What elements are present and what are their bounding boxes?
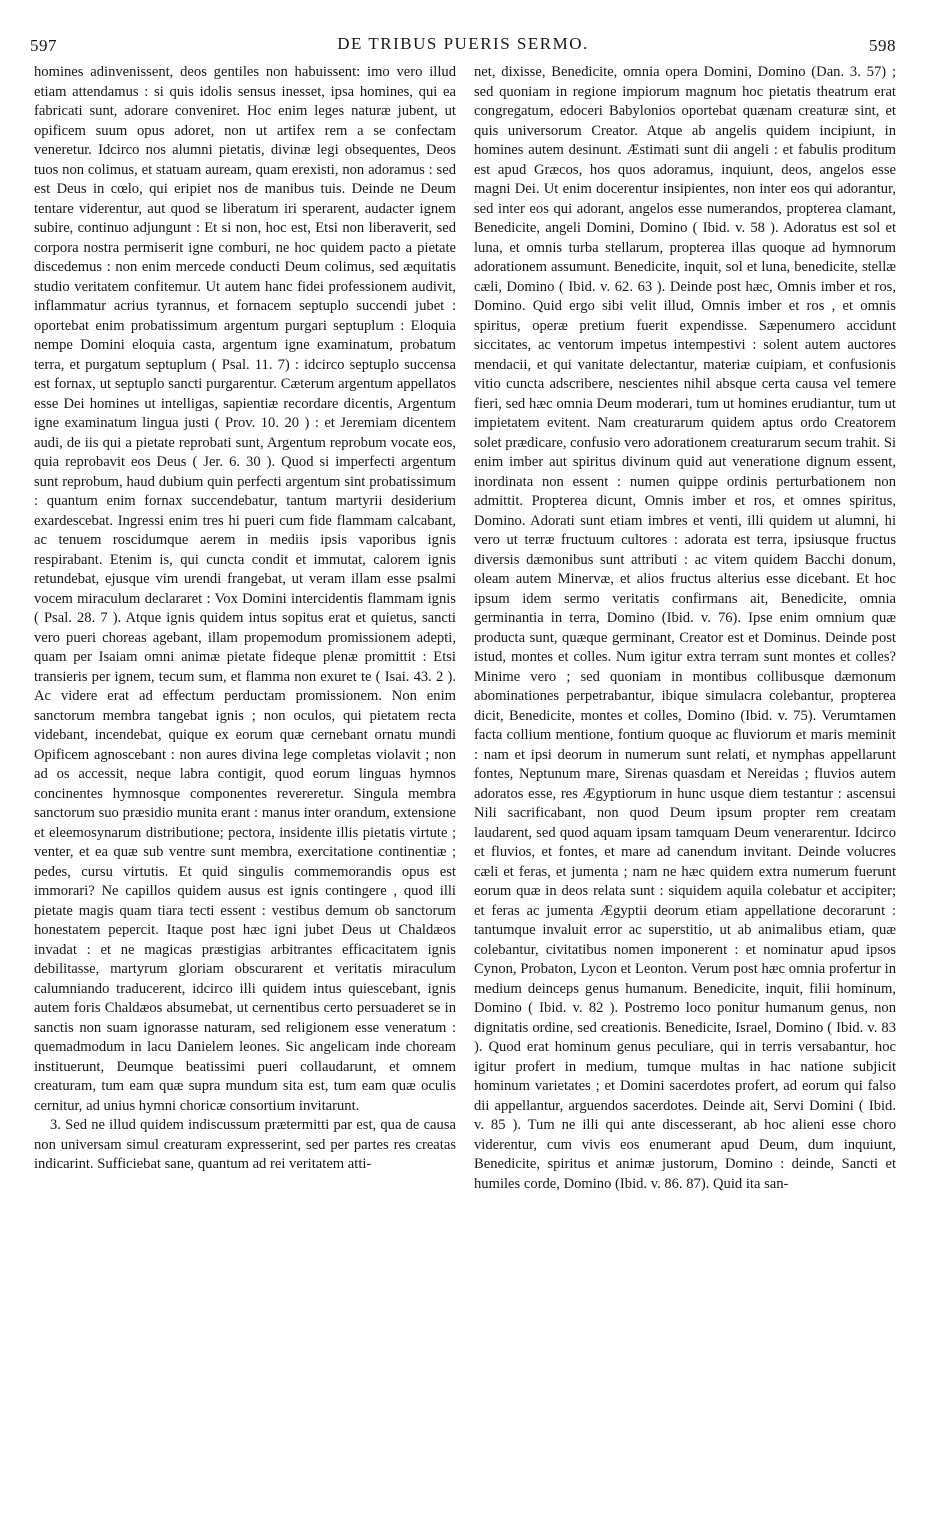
left-paragraph-2: 3. Sed ne illud quidem indiscussum prætermitti par est, qua de causa non universam simul creaturam expresserint, sed per partes res creatas indicarint. Sufficiebat sane, quantum ad rei veritatem atti- xyxy=(34,1117,456,1172)
running-header xyxy=(30,32,896,58)
right-page-number: 598 xyxy=(869,36,896,55)
left-column xyxy=(34,63,456,1175)
right-paragraph-1: net, dixisse, Benedicite, omnia opera Domini, Domino (Dan. 3. 57) ; sed quoniam in regione impiorum magnum hoc pietatis theatrum erat congregatum, edoceri Babylonios oportebat quænam creaturæ sint, et quis universorum Creator. Atque ab angelis quidem incipiunt, in homines autem desinunt. Æstimati sunt dii angeli : et fabulis proditum est apud Græcos, hos quos adoramus, inquiunt, deos, angelos esse magni Dei. Ut enim docerentur insipientes, non inter eos qui adorantur, sed inter eos qui adorant, angelos esse numerandos, propterea clamant, Benedicite, angeli Domini, Domino ( Ibid. v. 58 ). Adoratus est sol et luna, et omnis turba stellarum, propterea illas quoque ad hymnorum adorationem assumunt. Benedicite, inquit, sol et luna, benedicite, stellæ cæli, Domino ( Ibid. v. 62. 63 ). Deinde post hæc, Omnis imber et ros, Domino. Quid ergo sibi velit illud, Omnis imber et ros , et omnis spiritus, operæ pretium fuerit expendisse. Sæpenumero accidunt siccitates, ac ventorum impetus intempestivi : solent autem auctores mendacii, et qui vanitate delectantur, materiæ cuipiam, et confusionis vitio cuncta adscribere, nescientes nihil absque certa causa vel temere fieri, sed hæc omnia Deum moderari, tum ut homines erudiantur, tum ut impietatem evitent. Nam creaturarum quidem aptus ordo Creatorem solet prædicare, confusio vero adorationem creaturarum secum trahit. Si enim imber aut spiritus divinum quid aut veneratione dignum essent, inordinata non essent : numen quippe ordinis perturbationem non admittit. Propterea dicunt, Omnis imber et ros, et omnes spiritus, Domino. Adorati sunt etiam imbres et venti, illi quidem ut alumni, hi vero ut terræ fructuum cultores : adorata est terra, ipsiusque fructus diversis dæmonibus sunt attributi : ac vitem quidem Bacchi donum, oleam autem Minervæ, et alios fructus alterius esse dicebant. Et hoc ipsum idem sermo veritatis confirmans ait, Benedicite, omnia germinantia in terra, Domino (Ibid. v. 76). Ipse enim omnium quæ producta sunt, quæque germinant, Creator est et Dominus. Deinde post istud, montes et colles. Num igitur extra terram sunt montes et colles? Minime vero ; sed quoniam in montibus collibusque dæmonum abominationes perpetrabantur, ibique simulacra colebantur, propterea dicit, Benedicite, montes et colles, Domino (Ibid. v. 75). Verumtamen facta collium mentione, fontium quoque ac fluviorum et maris meminit : nam et ipsi deorum in numerum sunt relati, et nymphas appellarunt fontes, Neptunum mare, Sirenas quasdam et Nereidas ; fluvios autem adoratos esse, res Ægyptiorum in hunc usque diem testantur : ascensui Nili sacrificabant, non quod Deum ipsum propter rem creatam laudarent, sed quod aquam ipsam tamquam Deum venerarentur. Idcirco et fluvios, et fontes, et mare ad canendum invitant. Deinde volucres cæli et feras, et jumenta ; nam ne hæc quidem extra numerum fuerunt eorum quæ in deos relata sunt : siquidem aquila colebatur et accipiter; et feras ac jumenta Ægyptii deorum etiam appellatione decorarunt : tantumque invaluit error ac superstitio, ut ab animalibus etiam, quæ colebantur, civitatibus nomen imponerent : et nominatur apud ipsos Cynon, Probaton, Lycon et Leonton. Verum post hæc omnia profertur in medium deinceps genus humanum. Benedicite, inquit, filii hominum, Domino ( Ibid. v. 82 ). Postremo loco ponitur humanum genus, non dignitatis ordine, sed creationis. Benedicite, Israel, Domino ( Ibid. v. 83 ). Quod erat hominum genus peculiare, qui in terris versabantur, hoc igitur profert in medium, tumque multas in hac natione subjicit hominum varietates ; et Domini sacerdotes profert, ad eorum qui falso dii appellantur, arguendos sacerdotes. Deinde ait, Servi Domini ( Ibid. v. 85 ). Tum ne illi qui ante discesserant, ab hoc alieni esse choro viderentur, cum vivis eos enumerant apud Deum, dum inquiunt, Benedicite, spiritus et animæ justorum, Domino : deinde, Sancti et humiles corde, Domino (Ibid. v. 86. 87). Quid ita san- xyxy=(474,64,896,1192)
running-title: DE TRIBUS PUERIS SERMO. xyxy=(337,34,589,53)
right-column xyxy=(474,63,896,1194)
left-paragraph-1: homines adinvenissent, deos gentiles non habuissent: imo vero illud etiam attendamus : si quis idolis sensus inesset, ipsa homines, qui ea fabricati sunt, adorare conveniret. Hoc enim leges naturæ jubent, ut opificem suum opus adoret, non ut artifex rem a se confectam veneretur. Idcirco nos alumni pietatis, divinæ legi obsequentes, Deos tuos non colimus, et statuam auream, quam erexisti, non adoramus : sed est Deus in cœlo, qui eripiet nos de manibus tuis. Deinde ne Deum tentare viderentur, aut quod se liberatum iri sperarent, audacter ignem subire, continuo adjungunt : Et si non, hoc est, Etsi non liberaverit, sed corpora nostra permiserit igne comburi, ne hoc quidem pacto a pietate discedemus : non enim mercede conducti Deum colimus, sed æquitatis studio veritatem confitemur. Ut autem hanc fidei professionem audivit, inflammatur acrius tyrannus, et fornacem septuplo succendi jubet : oportebat enim probatissimum argentum purgari septuplum : Eloquia nempe Domini eloquia casta, argentum igne examinatum, probatum terra, et purgatum septuplum ( Psal. 11. 7) : idcirco septuplo succensa est fornax, ut septuplo sancti purgarentur. Cæterum argentum appellatos esse Dei homines ut intelligas, sapientiæ recordare dicentis, Argentum igne examinatum lingua justi ( Prov. 10. 20 ) : et Jeremiam dicentem audi, de iis qui a pietate reprobati sunt, Argentum reprobum vocate eos, quia reprobavit eos Deus ( Jer. 6. 30 ). Quod si imperfecti argentum sunt reprobum, haud dubium quin perfecti argentum sint probatissimum : quantum enim fornax succendebatur, tantum martyrii desiderium exardescebat. Ingressi enim tres hi pueri cum fide flammam calcabant, ac tenuem roscidumque aerem in mediis ipsis vaporibus ignis respirabant. Etenim is, qui cuncta condit et immutat, calorem ignis retundebat, ejusque vim urendi frangebat, ut veram illam esse psalmi vocem miraculum declararet : Vox Domini intercidentis flammam ignis ( Psal. 28. 7 ). Atque ignis quidem intus sopitus erat et quietus, sancti vero pueri choreas agebant, illam propemodum promissionem adepti, quam per Isaiam omni animæ pietate fideque plenæ promittit : Etsi transieris per ignem, tecum sum, et flamma non exuret te ( Isai. 43. 2 ). Ac videre erat ad effectum perductam promissionem. Non enim sanctorum membra tangebat ignis ; non oculos, qui pietatem recta videbant, incendebat, quique ex eorum quæ cernebant ornatu mundi Opificem agnoscebant : non aures divina lege completas violavit ; non ad os accessit, neque labra contigit, quod eorum linguas hymnos concinentes hymnosque componentes revereretur. Singula membra sanctorum suo præsidio munita erant : manus inter orandum, extensione et eleemosynarum distributione; pectora, insidente illis pietatis virtute ; venter, et ea quæ sub ventre sunt membra, exercitatione continentiæ ; pedes, cursu virtutis. Et quid singulis commemorandis opus est immorari? Ne capillos quidem ausus est ignis contingere , quod illi pietate magis quam tiara tecti essent : vestibus demum ob sanctorum honestatem pepercit. Itaque post hæc igni jubet Deus ut Chaldæos invadat : et ne magicas præstigias arbitrantes efficacitatem ignis debilitasse, martyrum gloriam obscurarent et veritatis miraculum calumniando traducerent, idcirco illi quidem intus quiescebant, ignis autem foris Chaldæos absumebat, ut cernentibus certo persuaderet se in sanctis non suam ignorasse naturam, sed religionem esse veneratum : quemadmodum in lacu Danielem leones. Sic angelicam inde choream instituerunt, Deumque beatissimi pueri collaudarunt, et omnem creaturam, tum eam quæ supra mundum sita est, tum eam quæ oculis cernitur, ad unius hymni choricæ consortium invitarunt. xyxy=(34,64,456,1114)
left-page-number: 597 xyxy=(30,36,57,55)
